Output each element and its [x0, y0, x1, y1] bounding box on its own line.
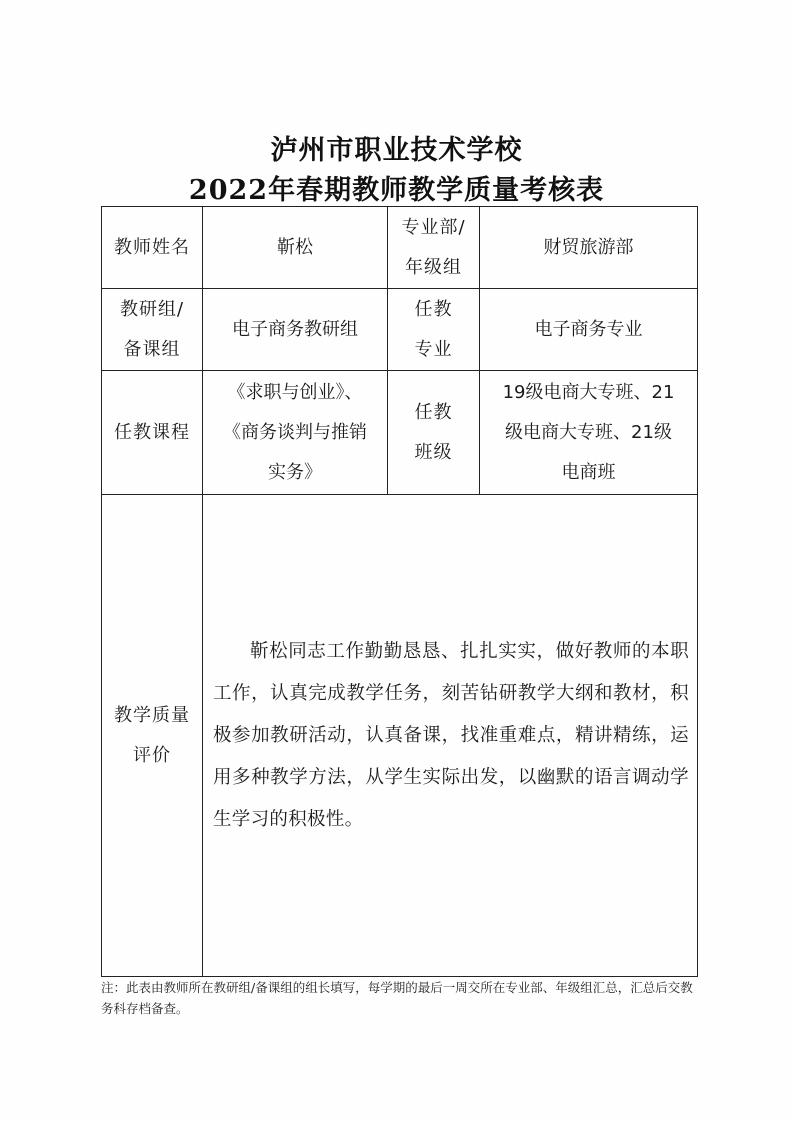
major-label-line2: 专业	[414, 338, 453, 360]
dept-value: 财贸旅游部	[480, 207, 698, 289]
form-title: 2022年春期教师教学质量考核表	[188, 175, 605, 206]
dept-label-line1: 专业部/	[401, 216, 466, 238]
table-row	[102, 495, 698, 977]
major-label	[388, 289, 480, 371]
group-value: 电子商务教研组	[203, 289, 388, 371]
table-row	[102, 289, 698, 371]
footer-note: 注：此表由教师所在教研组/备课组的组长填写，每学期的最后一周交所在专业部、年级组汇总，汇总后交教务科存档备查。	[101, 980, 693, 1016]
table-row	[102, 371, 698, 495]
dept-label	[388, 207, 480, 289]
class-value	[480, 371, 698, 495]
eval-label-line2: 评价	[133, 744, 171, 766]
major-label-line1: 任教	[414, 298, 453, 320]
class-label	[388, 371, 480, 495]
course-value	[203, 371, 388, 495]
teacher-name-label: 教师姓名	[102, 207, 203, 289]
class-label-line2: 班级	[414, 441, 453, 463]
group-label-line1: 教研组/	[119, 298, 185, 320]
course-label: 任教课程	[102, 371, 203, 495]
eval-cell	[203, 495, 698, 977]
major-value: 电子商务专业	[480, 289, 698, 371]
table-row	[102, 207, 698, 289]
course-line3: 实务》	[268, 461, 322, 483]
eval-label	[102, 495, 203, 977]
assessment-table	[101, 206, 698, 977]
group-label-line2: 备课组	[123, 338, 181, 360]
course-line2: 《商务谈判与推销	[223, 421, 367, 443]
eval-label-line1: 教学质量	[114, 704, 190, 726]
course-line1: 《求职与创业》、	[227, 381, 363, 403]
class-label-line1: 任教	[414, 401, 453, 423]
class-line3: 电商班	[561, 461, 616, 483]
class-line1: 19级电商大专班、21	[502, 381, 675, 403]
school-title: 泸州市职业技术学校	[270, 135, 523, 166]
teacher-name-value: 靳松	[203, 207, 388, 289]
class-line2: 级电商大专班、21级	[505, 421, 672, 443]
group-label	[102, 289, 203, 371]
dept-label-line2: 年级组	[405, 256, 462, 278]
eval-text: 靳松同志工作勤勤恳恳、扎扎实实，做好教师的本职工作，认真完成教学任务，刻苦钻研教学大纲和教材，积极参加教研活动，认真备课，找准重难点，精讲精练，运用多种教学方法，从学生实际出发，以幽默的语言调动学生学习的积极性。	[213, 640, 689, 830]
